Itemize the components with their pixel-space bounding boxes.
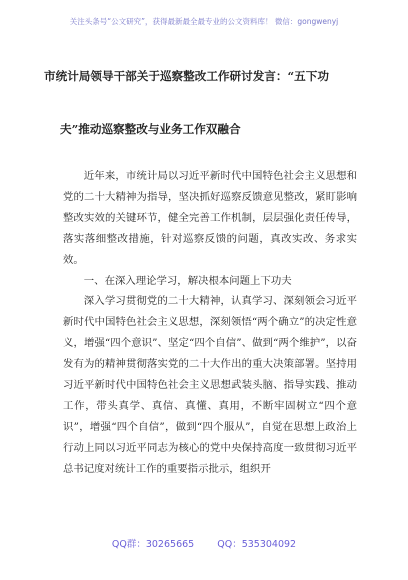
header-promo-text: 关注头条号“公文研究”，获得最新最全最专业的公文资料库！ 微信：gongwenyj xyxy=(69,17,339,26)
document-title-line-1: 市统计局领导干部关于巡察整改工作研讨发言：“五下功 xyxy=(44,69,329,83)
document-body xyxy=(63,166,357,480)
footer-qq-number: QQ：535304092 xyxy=(217,539,297,550)
document-title-line-2: 夫”推动巡察整改与业务工作双融合 xyxy=(60,122,241,136)
body-paragraph-intro: 近年来，市统计局以习近平新时代中国特色社会主义思想和党的二十大精神为指导，坚决抓好巡察反馈意见整改，紧盯影响整改实效的关键环节，健全完善工作机制，层层强化责任传导，落实落细整改措施，针对巡察反馈的问题，真改实改、务求实效。 xyxy=(63,170,357,266)
body-paragraph-section-1: 深入学习贯彻党的二十大精神，认真学习、深刻领会习近平新时代中国特色社会主义思想，深刻领悟“两个确立”的决定性意义，增强“四个意识”、坚定“四个自信”、做到“两个维护”，以奋发有为的精神贯彻落实党的二十大作出的重大决策部署。坚持用习近平新时代中国特色社会主义思想武装头脑、指导实践、推动工作，带头真学、真信、真懂、真用，不断牢固树立“四个意识”，增强“四个自信”，做到“四个服从”，自觉在思想上政治上行动上同以习近平同志为核心的党中央保持高度一致贯彻习近平总书记度对统计工作的重要指示批示，组织开 xyxy=(63,295,357,475)
section-heading-1: 一、在深入理论学习，解决根本问题上下功夫 xyxy=(83,274,292,287)
footer-contact xyxy=(0,536,408,550)
footer-qq-group: QQ群：30265665 xyxy=(111,539,195,550)
